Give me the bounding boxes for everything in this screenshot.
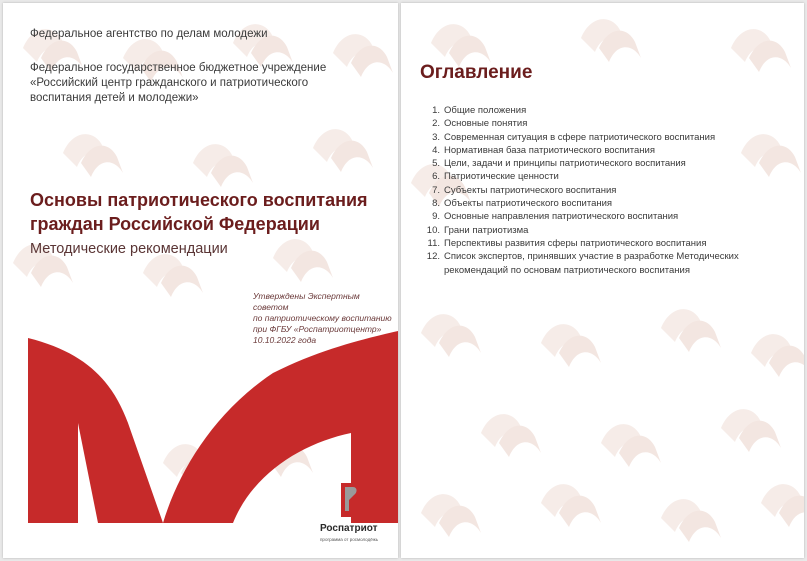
logo-name: Роспатриот (320, 523, 378, 534)
cover-page (3, 3, 398, 558)
toc-item-label: Основные направления патриотического воспитания (444, 211, 679, 223)
toc-item-label: Грани патриотизма (444, 224, 529, 236)
toc-item[interactable] (423, 210, 783, 223)
toc-item[interactable] (423, 184, 783, 197)
toc-item[interactable] (423, 237, 783, 250)
toc-item-number: 8. (432, 198, 440, 210)
toc-item[interactable] (423, 117, 783, 130)
agency-name: Федеральное агентство по делам молодежи (30, 28, 268, 40)
toc-item-number: 12. (426, 251, 440, 263)
toc-list (423, 104, 783, 277)
toc-item[interactable] (423, 170, 783, 183)
toc-item-number: 1. (432, 105, 440, 116)
toc-item-number: 6. (432, 171, 440, 183)
toc-heading: Оглавление (420, 62, 533, 83)
toc-item-number: 4. (432, 144, 440, 156)
toc-item-label: Современная ситуация в сфере патриотического воспитания (444, 131, 716, 143)
toc-item-label: Основные понятия (444, 118, 528, 130)
document-title: Основы патриотического воспитания граждан Российской Федерации (30, 190, 368, 234)
toc-item[interactable] (423, 104, 783, 117)
toc-item-label: Список экспертов, принявших участие в разработке Методических рекомендаций по основам патриотического воспитания (444, 251, 739, 276)
toc-item[interactable] (423, 131, 783, 144)
toc-item-label: Субъекты патриотического воспитания (444, 184, 617, 196)
toc-item-number: 3. (432, 131, 440, 143)
toc-item-label: Объекты патриотического воспитания (444, 198, 613, 210)
institution-name: Федеральное государственное бюджетное учреждение «Российский центр гражданского и патриотического воспитания детей и молодежи» (30, 62, 327, 104)
toc-item-label: Перспективы развития сферы патриотического воспитания (444, 237, 707, 249)
toc-item-label: Общие положения (444, 105, 527, 116)
toc-item-number: 9. (432, 211, 440, 223)
toc-item-label: Цели, задачи и принципы патриотического воспитания (444, 158, 686, 170)
toc-item[interactable] (423, 144, 783, 157)
rospatriot-logo-icon (337, 479, 367, 519)
toc-item-number: 10. (426, 224, 440, 236)
toc-item-label: Патриотические ценности (444, 171, 559, 183)
large-m-graphic (3, 3, 398, 558)
toc-item[interactable] (423, 157, 783, 170)
document-subtitle: Методические рекомендации (30, 241, 228, 257)
toc-item-label: Нормативная база патриотического воспитания (444, 144, 655, 156)
toc-item[interactable] (423, 224, 783, 237)
toc-item[interactable] (423, 197, 783, 210)
toc-item-number: 11. (427, 237, 440, 249)
ribbon-watermark-pattern (401, 3, 804, 558)
toc-item[interactable] (423, 250, 783, 277)
toc-page (401, 3, 804, 558)
toc-item-number: 2. (432, 118, 440, 130)
toc-item-number: 7. (432, 184, 440, 196)
logo-tagline: программа от росмолодёжь (320, 537, 379, 542)
toc-item-number: 5. (432, 158, 440, 170)
approval-note: Утверждены Экспертным советом по патриотическому воспитанию при ФГБУ «Роспатриотцентр» 10.10.2022 года (253, 291, 392, 345)
